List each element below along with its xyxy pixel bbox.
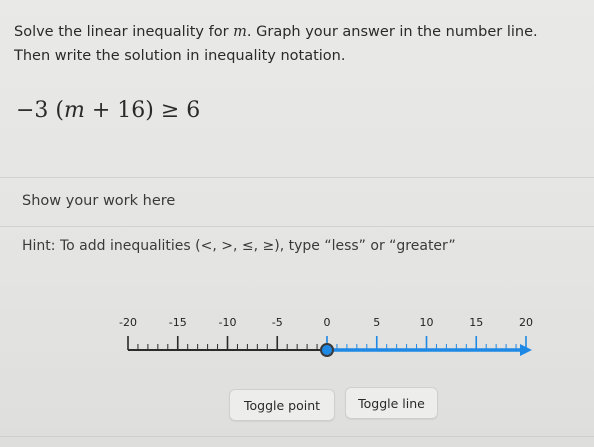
tick-label: -10 xyxy=(218,316,237,329)
bottom-divider xyxy=(0,436,594,437)
tick-label: 5 xyxy=(373,316,381,329)
prompt-text-cont: . Graph your answer in the number line. xyxy=(246,24,538,40)
tick-label: -15 xyxy=(168,316,187,329)
prompt-line-2: Then write the solution in inequality notation. xyxy=(14,48,346,64)
equation-variable: m xyxy=(64,98,85,123)
equation-rest: + 16) ≥ 6 xyxy=(84,98,201,123)
prompt-text: Solve the linear inequality for xyxy=(14,24,234,40)
divider xyxy=(0,226,594,227)
hint-text: Hint: To add inequalities (<, >, ≤, ≥), type “less” or “greater” xyxy=(22,238,456,254)
prompt-line-1 xyxy=(14,20,584,44)
tick-label: 10 xyxy=(419,316,434,329)
tick-label: 0 xyxy=(323,316,331,329)
number-line[interactable] xyxy=(0,300,594,370)
equation-lhs-start: −3 ( xyxy=(16,98,65,123)
prompt-variable: m xyxy=(233,24,247,40)
solution-point[interactable] xyxy=(321,344,333,356)
number-line-labels xyxy=(119,316,533,329)
tick-label: 20 xyxy=(519,316,533,329)
divider xyxy=(0,177,594,178)
inequality-expression xyxy=(16,98,200,123)
tick-label: -5 xyxy=(271,316,283,329)
tick-label: 15 xyxy=(469,316,484,329)
question-prompt xyxy=(14,20,584,68)
work-area-label[interactable]: Show your work here xyxy=(22,193,176,209)
tick-label: -20 xyxy=(119,316,137,329)
toggle-point-button[interactable]: Toggle point xyxy=(229,389,335,421)
toggle-line-button[interactable]: Toggle line xyxy=(345,387,438,419)
